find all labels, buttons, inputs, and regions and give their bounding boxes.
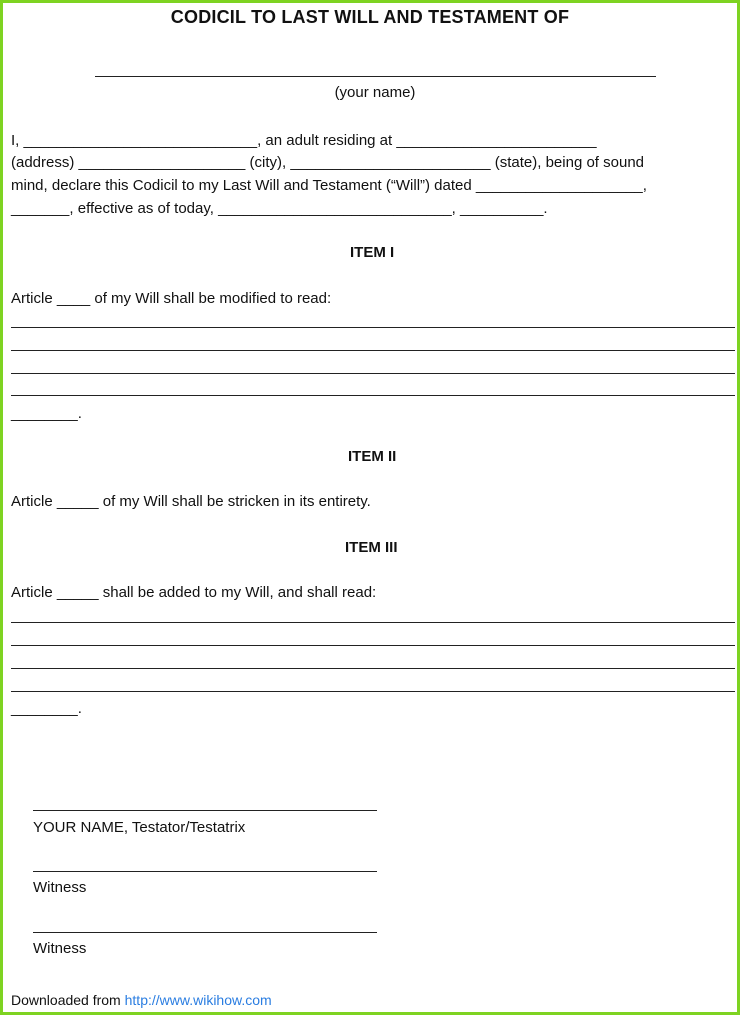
item-1-blank-line-1 xyxy=(11,327,735,328)
item-3-blank-line-1 xyxy=(11,622,735,623)
document-title: CODICIL TO LAST WILL AND TESTAMENT OF xyxy=(170,7,570,27)
item-1-blank-line-3 xyxy=(11,373,735,374)
intro-line-4: _______, effective as of today, ____________________________, __________. xyxy=(11,200,548,217)
item-3-blank-line-4 xyxy=(11,691,735,692)
intro-line-1: I, ____________________________, an adult residing at ________________________ xyxy=(11,132,597,149)
item-3-blank-line-2 xyxy=(11,645,735,646)
footer-credit xyxy=(11,992,272,1008)
intro-line-3: mind, declare this Codicil to my Last Will and Testament (“Will”) dated ____________________, xyxy=(11,177,647,194)
intro-line-2: (address) ____________________ (city), ________________________ (state), being of sound xyxy=(11,154,645,171)
item-1-blank-line-2 xyxy=(11,350,735,351)
witness-2-label: Witness xyxy=(33,940,87,957)
testator-label: YOUR NAME, Testator/Testatrix xyxy=(33,819,246,836)
item-2-article: Article _____ of my Will shall be stricken in its entirety. xyxy=(11,493,371,510)
item-1-heading: ITEM I xyxy=(350,244,395,261)
testator-signature-line xyxy=(33,810,377,811)
item-3-closing: ________. xyxy=(11,700,82,717)
item-1-blank-line-4 xyxy=(11,395,735,396)
item-3-blank-line-3 xyxy=(11,668,735,669)
witness-2-signature-line xyxy=(33,932,377,933)
item-1-article: Article ____ of my Will shall be modified to read: xyxy=(11,290,332,307)
item-1-closing: ________. xyxy=(11,405,82,422)
name-caption: (your name) xyxy=(334,84,416,101)
witness-1-signature-line xyxy=(33,871,377,872)
footer-link[interactable]: http://www.wikihow.com xyxy=(124,992,272,1008)
item-3-article: Article _____ shall be added to my Will, and shall read: xyxy=(11,584,377,601)
item-2-heading: ITEM II xyxy=(348,448,397,465)
item-3-heading: ITEM III xyxy=(345,539,398,556)
footer-prefix: Downloaded from xyxy=(11,992,121,1008)
witness-1-label: Witness xyxy=(33,879,87,896)
name-signature-line xyxy=(95,76,656,77)
